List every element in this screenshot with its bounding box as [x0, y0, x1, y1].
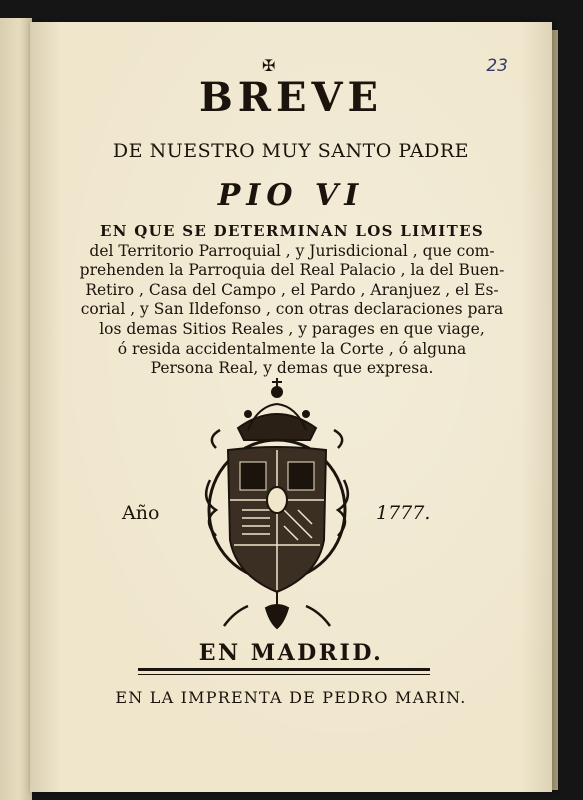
folio-number: 23: [486, 56, 508, 76]
adjacent-page-edge: [0, 18, 32, 800]
year-value: 1777.: [376, 502, 431, 524]
description-line: prehenden la Parroquia del Real Palacio , la del Buen-: [79, 261, 505, 280]
imprint-printer: EN LA IMPRENTA DE PEDRO MARIN.: [115, 688, 467, 707]
description-line: del Territorio Parroquial , y Jurisdicional , que com-: [89, 241, 495, 260]
imprint-rule-thin: [138, 674, 430, 675]
year-label: Año: [122, 502, 160, 524]
description-line: Retiro , Casa del Campo , el Pardo , Aranjuez , el Es-: [85, 280, 499, 299]
description-line: corial , y San Ildefonso , con otras declaraciones para: [80, 300, 504, 319]
description-lead: EN QUE SE DETERMINAN LOS LIMITES: [100, 222, 484, 240]
pope-name: PIO VI: [217, 178, 365, 213]
imprint-city: EN MADRID.: [198, 640, 384, 666]
maltese-cross-icon: ✠: [262, 56, 276, 75]
royal-coat-of-arms-icon: [198, 370, 356, 640]
title-page: [30, 22, 552, 792]
description-line: Persona Real, y demas que expresa.: [150, 359, 434, 378]
description-line: ó resida accidentalmente la Corte , ó alguna: [117, 339, 467, 358]
imprint-rule-thick: [138, 668, 430, 671]
description-block: [72, 222, 512, 379]
description-line: los demas Sitios Reales , y parages en que viage,: [99, 319, 485, 338]
document-subtitle: DE NUESTRO MUY SANTO PADRE: [112, 140, 470, 162]
document-title: BREVE: [198, 74, 384, 121]
